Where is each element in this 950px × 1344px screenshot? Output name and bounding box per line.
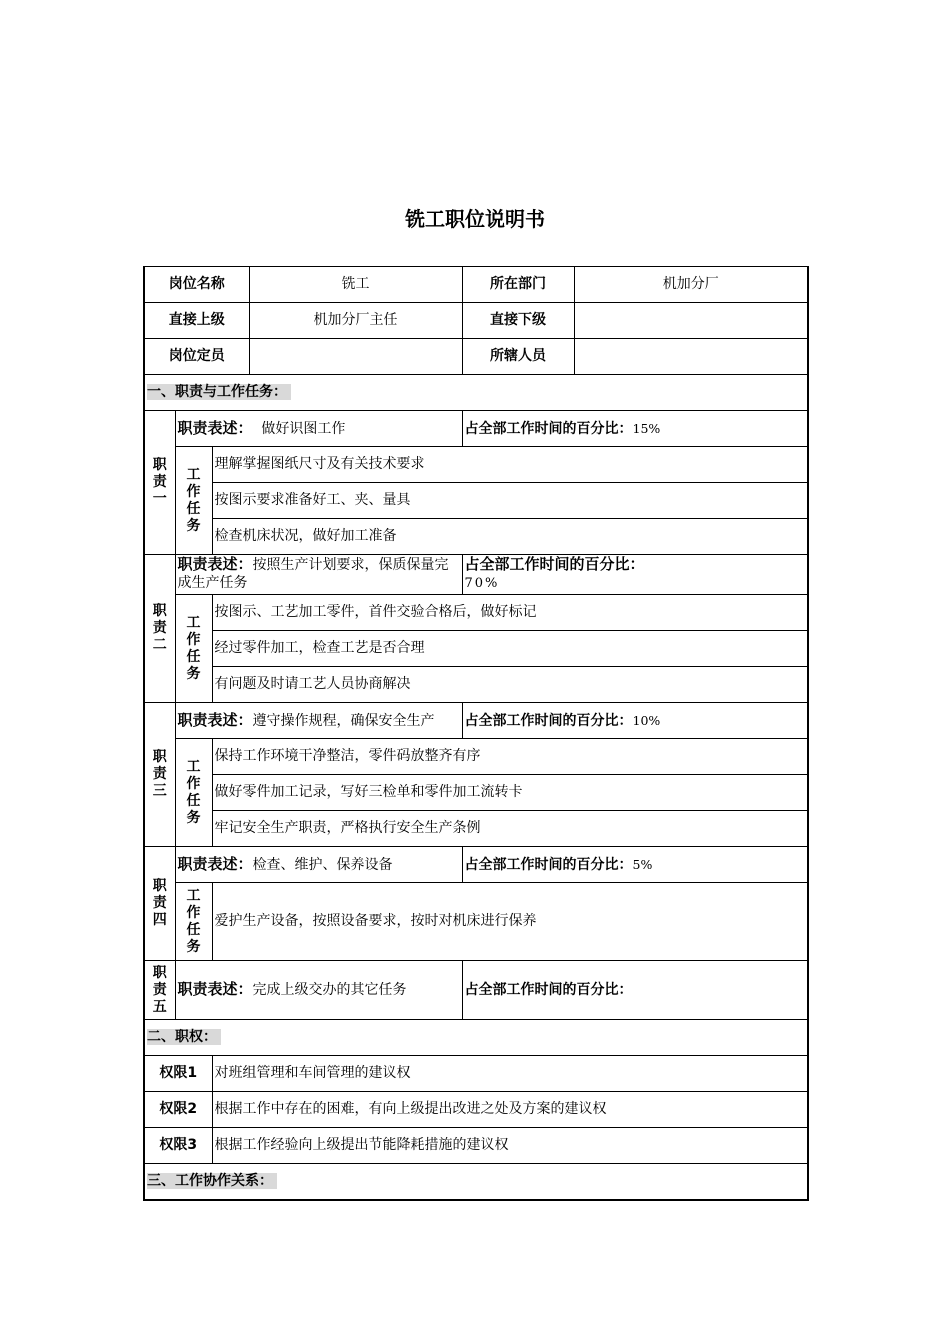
duty-2-task-3: 有问题及时请工艺人员协商解决 [212,667,808,703]
duty-2-description: 职责表述：按照生产计划要求，保质保量完成生产任务 [175,555,462,595]
superior-value: 机加分厂主任 [249,303,462,339]
duty-4-task-1: 爱护生产设备，按照设备要求，按时对机床进行保养 [212,883,808,961]
duty-1-description: 职责表述： 做好识图工作 [175,411,462,447]
duty-1-percent: 占全部工作时间的百分比：15% [462,411,808,447]
department-value: 机加分厂 [574,267,808,303]
duty-1-label: 职 责 一 [144,411,175,555]
section-authority-title: 二、职权： [144,1020,808,1056]
headcount-label: 岗位定员 [144,339,249,375]
subordinate-label: 直接下级 [462,303,574,339]
duty-4-percent: 占全部工作时间的百分比：5% [462,847,808,883]
authority-3-label: 权限3 [144,1128,212,1164]
duty-3-description: 职责表述：遵守操作规程，确保安全生产 [175,703,462,739]
duty-1-task-2: 按图示要求准备好工、夹、量具 [212,483,808,519]
subordinate-value [574,303,808,339]
staff-label: 所辖人员 [462,339,574,375]
duty-4-label: 职 责 四 [144,847,175,961]
department-label: 所在部门 [462,267,574,303]
position-name-value: 铣工 [249,267,462,303]
duty-2-task-1: 按图示、工艺加工零件，首件交验合格后，做好标记 [212,595,808,631]
authority-3-text: 根据工作经验向上级提出节能降耗措施的建议权 [212,1128,808,1164]
duty-3-tasks-label: 工 作 任 务 [175,739,212,847]
superior-label: 直接上级 [144,303,249,339]
duty-3-task-2: 做好零件加工记录，写好三检单和零件加工流转卡 [212,775,808,811]
duty-2-task-2: 经过零件加工，检查工艺是否合理 [212,631,808,667]
position-name-label: 岗位名称 [144,267,249,303]
duty-1-tasks-label: 工 作 任 务 [175,447,212,555]
authority-1-text: 对班组管理和车间管理的建议权 [212,1056,808,1092]
duty-3-label: 职 责 三 [144,703,175,847]
authority-2-text: 根据工作中存在的困难，有向上级提出改进之处及方案的建议权 [212,1092,808,1128]
duty-2-label: 职 责 二 [144,555,175,703]
section-duties-title: 一、职责与工作任务： [144,375,808,411]
job-description-table [143,266,809,1201]
headcount-value [249,339,462,375]
document-title: 铣工职位说明书 [405,207,545,231]
duty-1-task-1: 理解掌握图纸尺寸及有关技术要求 [212,447,808,483]
authority-2-label: 权限2 [144,1092,212,1128]
duty-4-description: 职责表述：检查、维护、保养设备 [175,847,462,883]
section-cooperation-title: 三、工作协作关系： [144,1164,808,1200]
duty-1-task-3: 检查机床状况，做好加工准备 [212,519,808,555]
duty-3-percent: 占全部工作时间的百分比：10% [462,703,808,739]
duty-2-tasks-label: 工 作 任 务 [175,595,212,703]
staff-value [574,339,808,375]
duty-3-task-1: 保持工作环境干净整洁，零件码放整齐有序 [212,739,808,775]
duty-2-percent: 占全部工作时间的百分比： 70% [462,555,808,595]
duty-5-label: 职 责 五 [144,961,175,1020]
authority-1-label: 权限1 [144,1056,212,1092]
duty-5-description: 职责表述：完成上级交办的其它任务 [175,961,462,1020]
duty-4-tasks-label: 工 作 任 务 [175,883,212,961]
duty-5-percent: 占全部工作时间的百分比： [462,961,808,1020]
duty-3-task-3: 牢记安全生产职责，严格执行安全生产条例 [212,811,808,847]
